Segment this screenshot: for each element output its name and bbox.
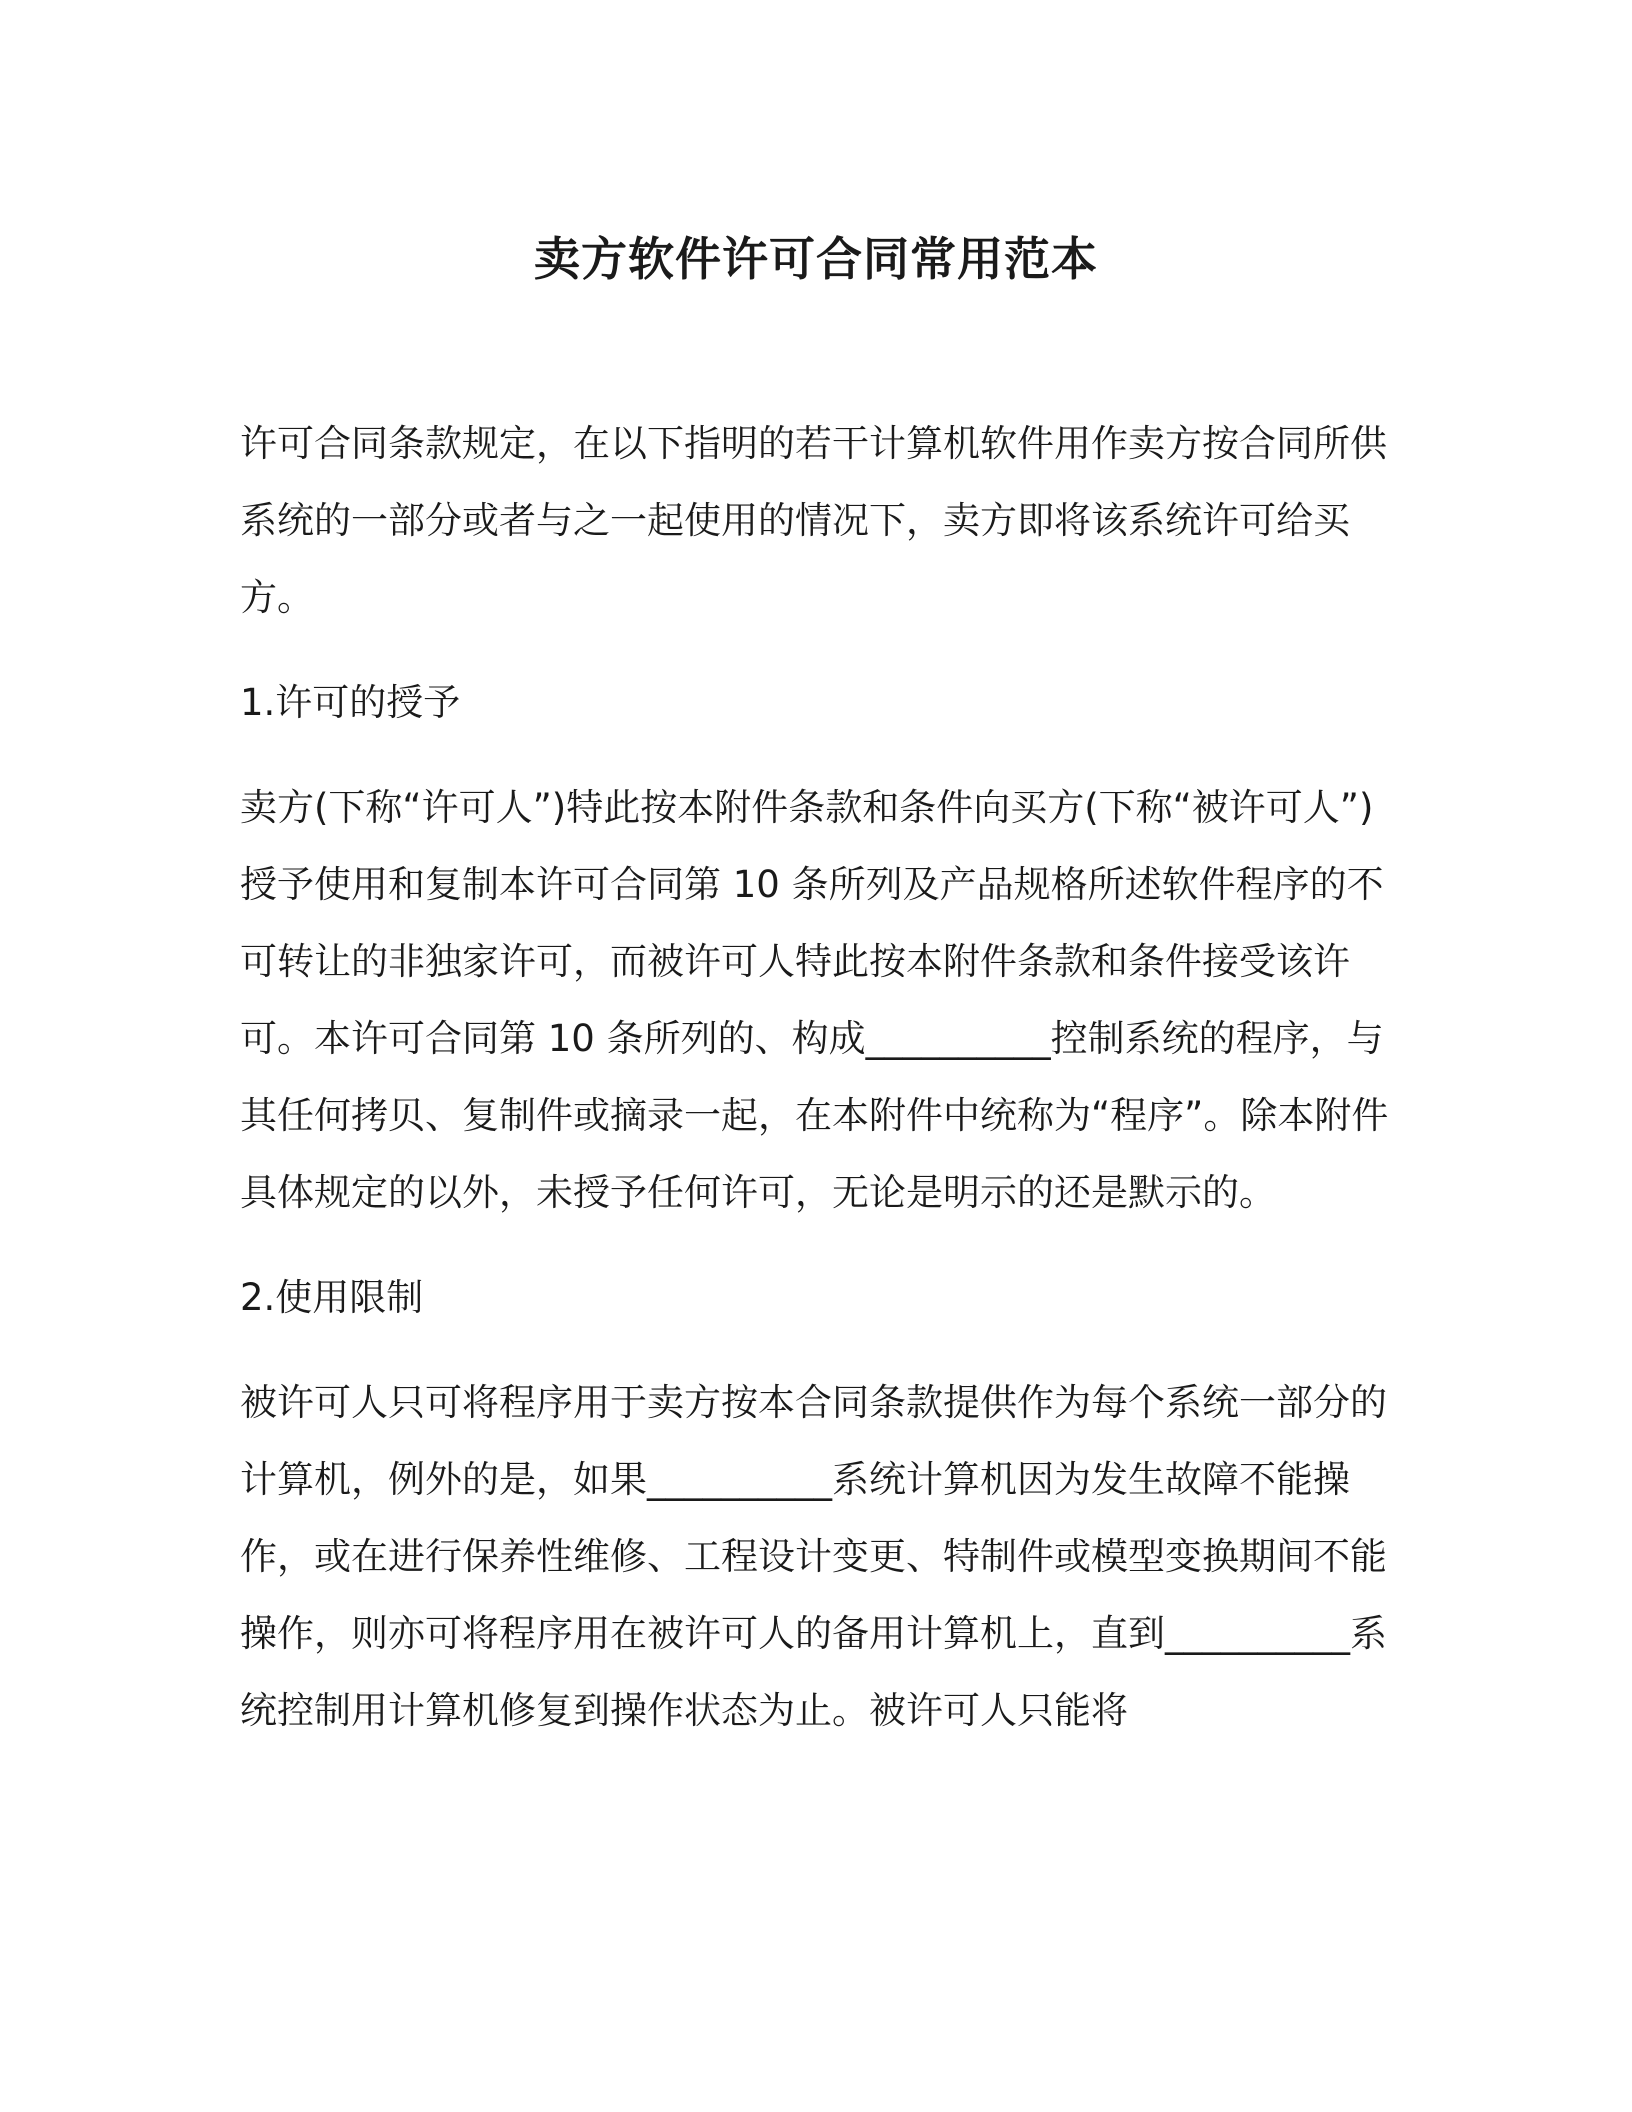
- section-1-paragraph: 卖方(下称“许可人”)特此按本附件条款和条件向买方(下称“被许可人”)授予使用和复制本许可合同第 10 条所列及产品规格所述软件程序的不可转让的非独家许可，而被许可人特此按本附件条款和条件接受该许可。本许可合同第 10 条所列的、构成__________控制系统的程序，与其任何拷贝、复制件或摘录一起，在本附件中统称为“程序”。除本附件具体规定的以外，未授予任何许可，无论是明示的还是默示的。: [240, 786, 1389, 1214]
- document-title: 卖方软件许可合同常用范本: [534, 231, 1098, 286]
- section-2-heading: 2.使用限制: [240, 1276, 424, 1319]
- document-body: [240, 405, 1390, 1777]
- intro-paragraph: 许可合同条款规定，在以下指明的若干计算机软件用作卖方按合同所供系统的一部分或者与之一起使用的情况下，卖方即将该系统许可给买方。: [240, 422, 1387, 619]
- section-1-heading: 1.许可的授予: [240, 681, 461, 724]
- section-2-paragraph: 被许可人只可将程序用于卖方按本合同条款提供作为每个系统一部分的计算机，例外的是，如果__________系统计算机因为发生故障不能操作，或在进行保养性维修、工程设计变更、特制件或模型变换期间不能操作，则亦可将程序用在被许可人的备用计算机上，直到__________系统控制用计算机修复到操作状态为止。被许可人只能将: [240, 1381, 1387, 1732]
